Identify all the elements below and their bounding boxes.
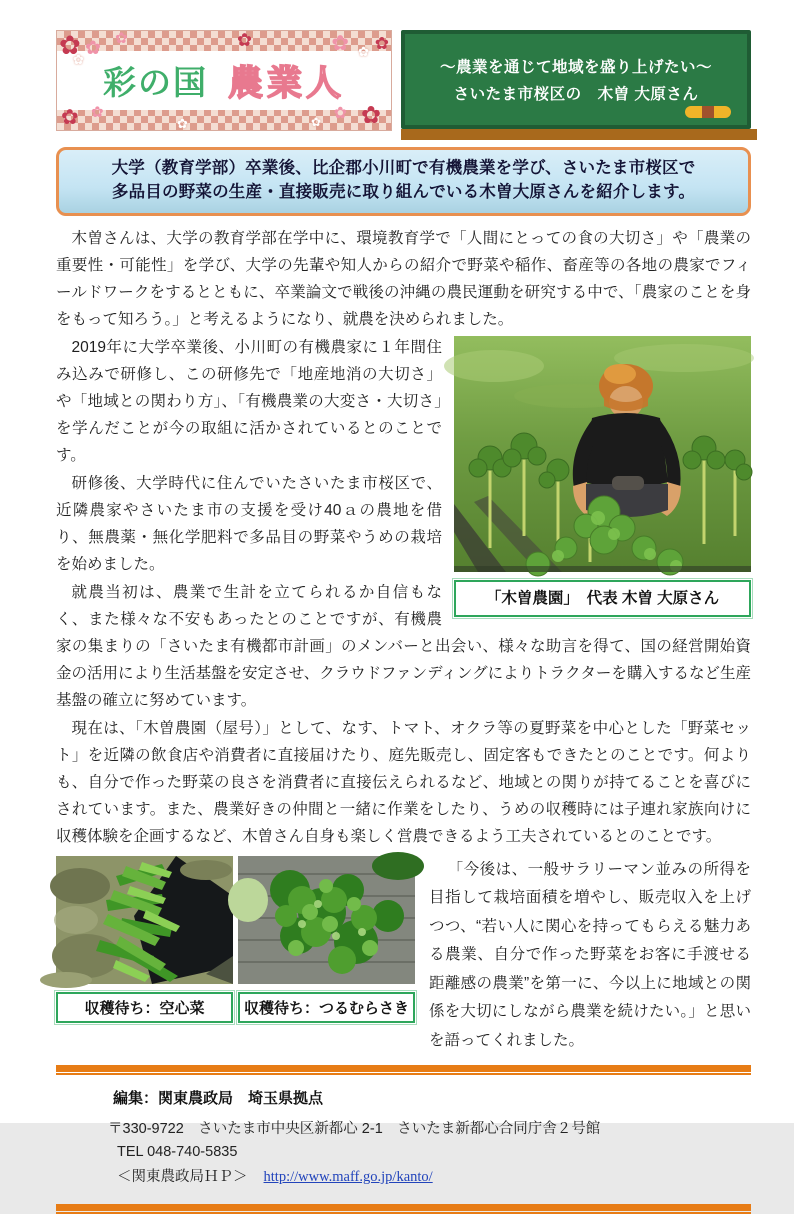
lead-box — [56, 147, 751, 216]
malabar-spinach-photo — [238, 856, 415, 984]
plum-blossom-icon — [331, 33, 349, 54]
plum-blossom-icon — [334, 106, 347, 122]
plum-blossom-icon — [61, 107, 79, 128]
farmer-in-okra-field-photo — [454, 336, 751, 572]
chalkboard-tray — [401, 129, 757, 140]
malabar-spinach-figure — [238, 856, 415, 1056]
masthead — [56, 30, 751, 142]
chalkboard-slogan: ～農業を通じて地域を盛り上げたい～ — [439, 59, 712, 76]
article-body — [56, 225, 751, 850]
masthead-banner — [56, 30, 392, 131]
chalkboard — [401, 30, 751, 140]
kanto-hp-link[interactable]: http://www.maff.go.jp/kanto/ — [263, 1169, 433, 1186]
main-photo-figure — [454, 336, 751, 617]
plum-blossom-icon — [375, 35, 389, 52]
chalk-eraser-icon — [685, 106, 731, 118]
plum-blossom-icon — [91, 105, 104, 120]
masthead-title-nogyojin: 農業人 — [227, 63, 345, 103]
footer-tel: TEL 048-740-5835 — [117, 1144, 238, 1161]
main-photo-caption: 「木曽農園」 代表 木曽 大原さん — [454, 580, 751, 617]
field-photos — [56, 856, 415, 1056]
farmer-quote: 「今後は、一般サラリーマン並みの所得を目指して栽培面積を増やし、販売収入を上げつつ、“若い人に関心を持ってもらえる魅力ある農業、自分で作った野菜をお客に手渡せる距離感の農業”を第一に、今以上に地域との関係を大切にしながら農業を続けたい。」と思いを語ってくれました。 — [429, 860, 751, 1049]
paragraph-training: 2019年に大学卒業後、小川町の有機農家に１年間住み込みで研修し、この研修先で「地産地消の大切さ」や「地域との関わり方」、「有機農業の大変さ・大切さ」を学んだことが今の取組に活かされているとのことです。 — [56, 338, 442, 464]
plum-blossom-icon — [358, 45, 369, 58]
footer-editor: 編集：関東農政局 埼玉県拠点 — [113, 1090, 324, 1108]
divider-bottom — [56, 1204, 751, 1214]
bottom-section — [56, 856, 751, 1056]
masthead-title — [57, 51, 391, 110]
lead-line1: 大学（教育学部）卒業後、比企郡小川町で有機農業を学び、さいたま市桜区で — [111, 159, 696, 177]
paragraph-intro: 木曽さんは、大学の教育学部在学中に、環境教育学で「人間にとっての食の大切さ」や「農業の重要性・可能性」を学び、大学の先輩や知人からの紹介で野菜や稲作、畜産等の各地の農家でフィールドワークをするとともに、卒業論文で戦後の沖縄の農民運動を研究する中で、「農家のことを身をもって知ろう。」と考えるようになり、就農を決められました。 — [56, 229, 751, 328]
water-spinach-photo — [56, 856, 233, 984]
water-spinach-caption: 収穫待ち：空心菜 — [56, 992, 233, 1023]
chalkboard-panel — [401, 30, 751, 129]
plum-blossom-icon — [177, 117, 188, 130]
malabar-spinach-caption: 収穫待ち：つるむらさき — [238, 992, 415, 1023]
lead-line2: 多品目の野菜の生産・直接販売に取り組んでいる木曽大原さんを紹介します。 — [111, 182, 696, 201]
plum-blossom-icon — [73, 53, 84, 66]
masthead-title-sainokuni: 彩の国 — [102, 64, 208, 101]
water-spinach-figure — [56, 856, 233, 1056]
footer-hp-label: ＜関東農政局ＨＰ＞ — [117, 1169, 248, 1186]
footer-body — [56, 1075, 751, 1204]
paragraph-present: 現在は、「木曽農園（屋号）」として、なす、トマト、オクラ等の夏野菜を中心とした「野菜セット」を近隣の飲食店や消費者に直接届けたり、庭先販売し、固定客もできたとのことです。何よりも、自分で作った野菜の良さを消費者に直接伝えられるなど、地域との関りが持てることを喜びにされています。また、農業好きの仲間と一緒に作業をしたり、うめの収穫時には子連れ家族向けに収穫体験を企画するなど、木曽さん自身も楽しく営農できるよう工夫されているとのことです。 — [56, 719, 751, 845]
plum-blossom-icon — [85, 39, 101, 58]
plum-blossom-icon — [361, 104, 381, 128]
plum-blossom-icon — [311, 116, 321, 128]
plum-blossom-icon — [237, 31, 252, 49]
paragraph-startup: 研修後、大学時代に住んでいたさいたま市桜区で、近隣農家やさいたま市の支援を受け40ａの農地を借り、無農薬・無化学肥料で多品目の野菜やうめの栽培を始めました。 — [56, 474, 442, 573]
plum-blossom-icon — [115, 31, 128, 46]
chalkboard-farmer-name: さいたま市桜区の 木曽 大原さん — [453, 86, 699, 103]
paragraph-foundation: 就農当初は、農業で生計を立てられるか自信もなく、また様々な不安もあったとのことですが、有機農家の集まりの「さいたま有機都市計画」のメンバーと出会い、様々な助言を得て、国の経営開始資金の活用により生活基盤を安定させ、クラウドファンディングによりトラクターを購入するなど生産基盤の確立に努めています。 — [56, 583, 751, 709]
footer — [56, 1065, 751, 1214]
footer-hp-line — [117, 1165, 751, 1186]
divider-top — [56, 1065, 751, 1075]
footer-address: 〒330-9722 さいたま市中央区新都心 2-1 さいたま新都心合同庁舎２号館 — [108, 1121, 601, 1138]
